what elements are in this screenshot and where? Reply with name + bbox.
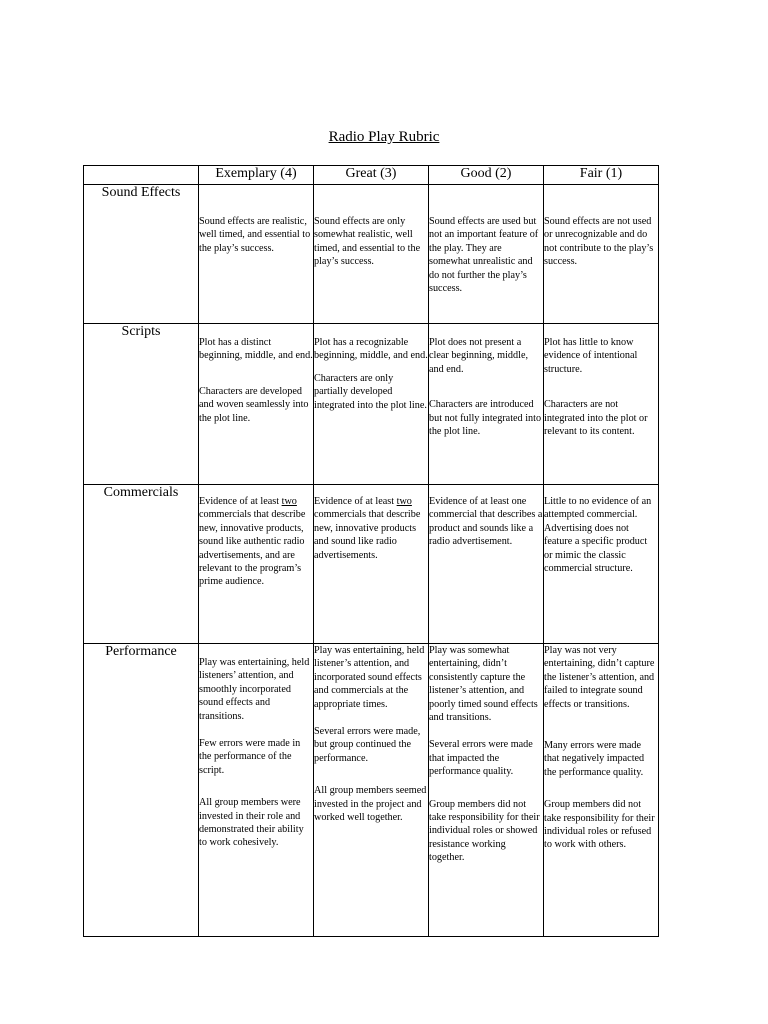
- page-title: Radio Play Rubric: [328, 129, 440, 145]
- cell-sound-good: [429, 185, 544, 324]
- cell-commercials-great: [314, 485, 429, 644]
- cell-text: Several errors were made that impacted the performance quality.: [429, 739, 533, 778]
- cell-text: Little to no evidence of an attempted commercial. Advertising does not feature a specific product or mimic the classic commercial structure.: [544, 496, 652, 575]
- cell-text: Characters are introduced but not fully integrated into the plot line.: [429, 399, 542, 438]
- cell-text: Few errors were made in the performance of the script.: [199, 738, 301, 776]
- cell-commercials-fair: [544, 485, 659, 644]
- cell-text: Sound effects are not used or unrecognizable and do not contribute to the play’s success.: [544, 216, 654, 268]
- cell-text: Characters are not integrated into the plot or relevant to its content.: [544, 399, 648, 438]
- cell-scripts-great: [314, 324, 429, 485]
- column-header-fair: Fair (1): [544, 166, 659, 185]
- column-header-exemplary: Exemplary (4): [199, 166, 314, 185]
- cell-text: Plot has a recognizable beginning, middle, and end.: [314, 337, 428, 362]
- cell-text: Play was somewhat entertaining, didn’t consistently capture the listener’s attention, and poorly timed sound effects and transitions.: [429, 645, 538, 724]
- cell-text: Sound effects are only somewhat realistic, well timed, and essential to the play’s success.: [314, 216, 421, 268]
- cell-text: Plot has a distinct beginning, middle, and end.: [199, 337, 313, 362]
- cell-text: All group members seemed invested in the project and worked well together.: [314, 785, 427, 824]
- cell-scripts-exemplary: [199, 324, 314, 485]
- cell-text: Plot has little to know evidence of intentional structure.: [544, 337, 638, 375]
- cell-performance-fair: [544, 644, 659, 937]
- cell-text: Sound effects are used but not an important feature of the play. They are somewhat unrealistic and do not further the play’s success.: [429, 216, 539, 295]
- cell-text: Evidence of at least two commercials that describe new, innovative products and sound like radio advertisements.: [314, 496, 421, 561]
- cell-sound-fair: [544, 185, 659, 324]
- cell-sound-great: [314, 185, 429, 324]
- cell-text: Play was entertaining, held listener’s attention, and incorporated sound effects and commercials at the appropriate times.: [314, 645, 425, 710]
- cell-sound-exemplary: [199, 185, 314, 324]
- cell-performance-exemplary: [199, 644, 314, 937]
- row-performance: [84, 644, 659, 937]
- cell-text: Play was not very entertaining, didn’t capture the listener’s attention, and failed to integrate sound effects or transitions.: [544, 645, 655, 710]
- cell-text: Evidence of at least two commercials that describe new, innovative products, sound like authentic radio advertisements, and are relevant to the program’s prime audience.: [199, 496, 306, 588]
- cell-text: Characters are only partially developed integrated into the plot line.: [314, 372, 427, 411]
- row-label-commercials: Commercials: [84, 485, 199, 644]
- column-header-great: Great (3): [314, 166, 429, 185]
- cell-text: Many errors were made that negatively impacted the performance quality.: [544, 740, 645, 778]
- cell-commercials-good: [429, 485, 544, 644]
- row-label-sound-effects: Sound Effects: [84, 185, 199, 324]
- cell-text: Group members did not take responsibility for their individual roles or refused to work with others.: [544, 799, 655, 851]
- row-scripts: [84, 324, 659, 485]
- cell-text: Plot does not present a clear beginning, middle, and end.: [429, 337, 529, 375]
- row-label-scripts: Scripts: [84, 324, 199, 485]
- cell-text: Characters are developed and woven seamlessly into the plot line.: [199, 385, 309, 424]
- column-header-blank: [84, 166, 199, 185]
- cell-scripts-good: [429, 324, 544, 485]
- header-row: [84, 166, 659, 185]
- cell-text: All group members were invested in their role and demonstrated their ability to work cohesively.: [199, 797, 304, 849]
- cell-performance-good: [429, 644, 544, 937]
- column-header-good: Good (2): [429, 166, 544, 185]
- cell-performance-great: [314, 644, 429, 937]
- row-label-performance: Performance: [84, 644, 199, 937]
- row-sound-effects: [84, 185, 659, 324]
- cell-text: Several errors were made, but group continued the performance.: [314, 726, 421, 764]
- cell-text: Group members did not take responsibility for their individual roles or showed resistance working together.: [429, 798, 540, 864]
- rubric-table: [83, 165, 659, 937]
- cell-scripts-fair: [544, 324, 659, 485]
- cell-text: Evidence of at least one commercial that describes a product and sounds like a radio advertisement.: [429, 496, 543, 548]
- cell-text: Sound effects are realistic, well timed, and essential to the play’s success.: [199, 216, 311, 254]
- cell-commercials-exemplary: [199, 485, 314, 644]
- row-commercials: [84, 485, 659, 644]
- cell-text: Play was entertaining, held listeners’ attention, and smoothly incorporated sound effects and transitions.: [199, 657, 310, 722]
